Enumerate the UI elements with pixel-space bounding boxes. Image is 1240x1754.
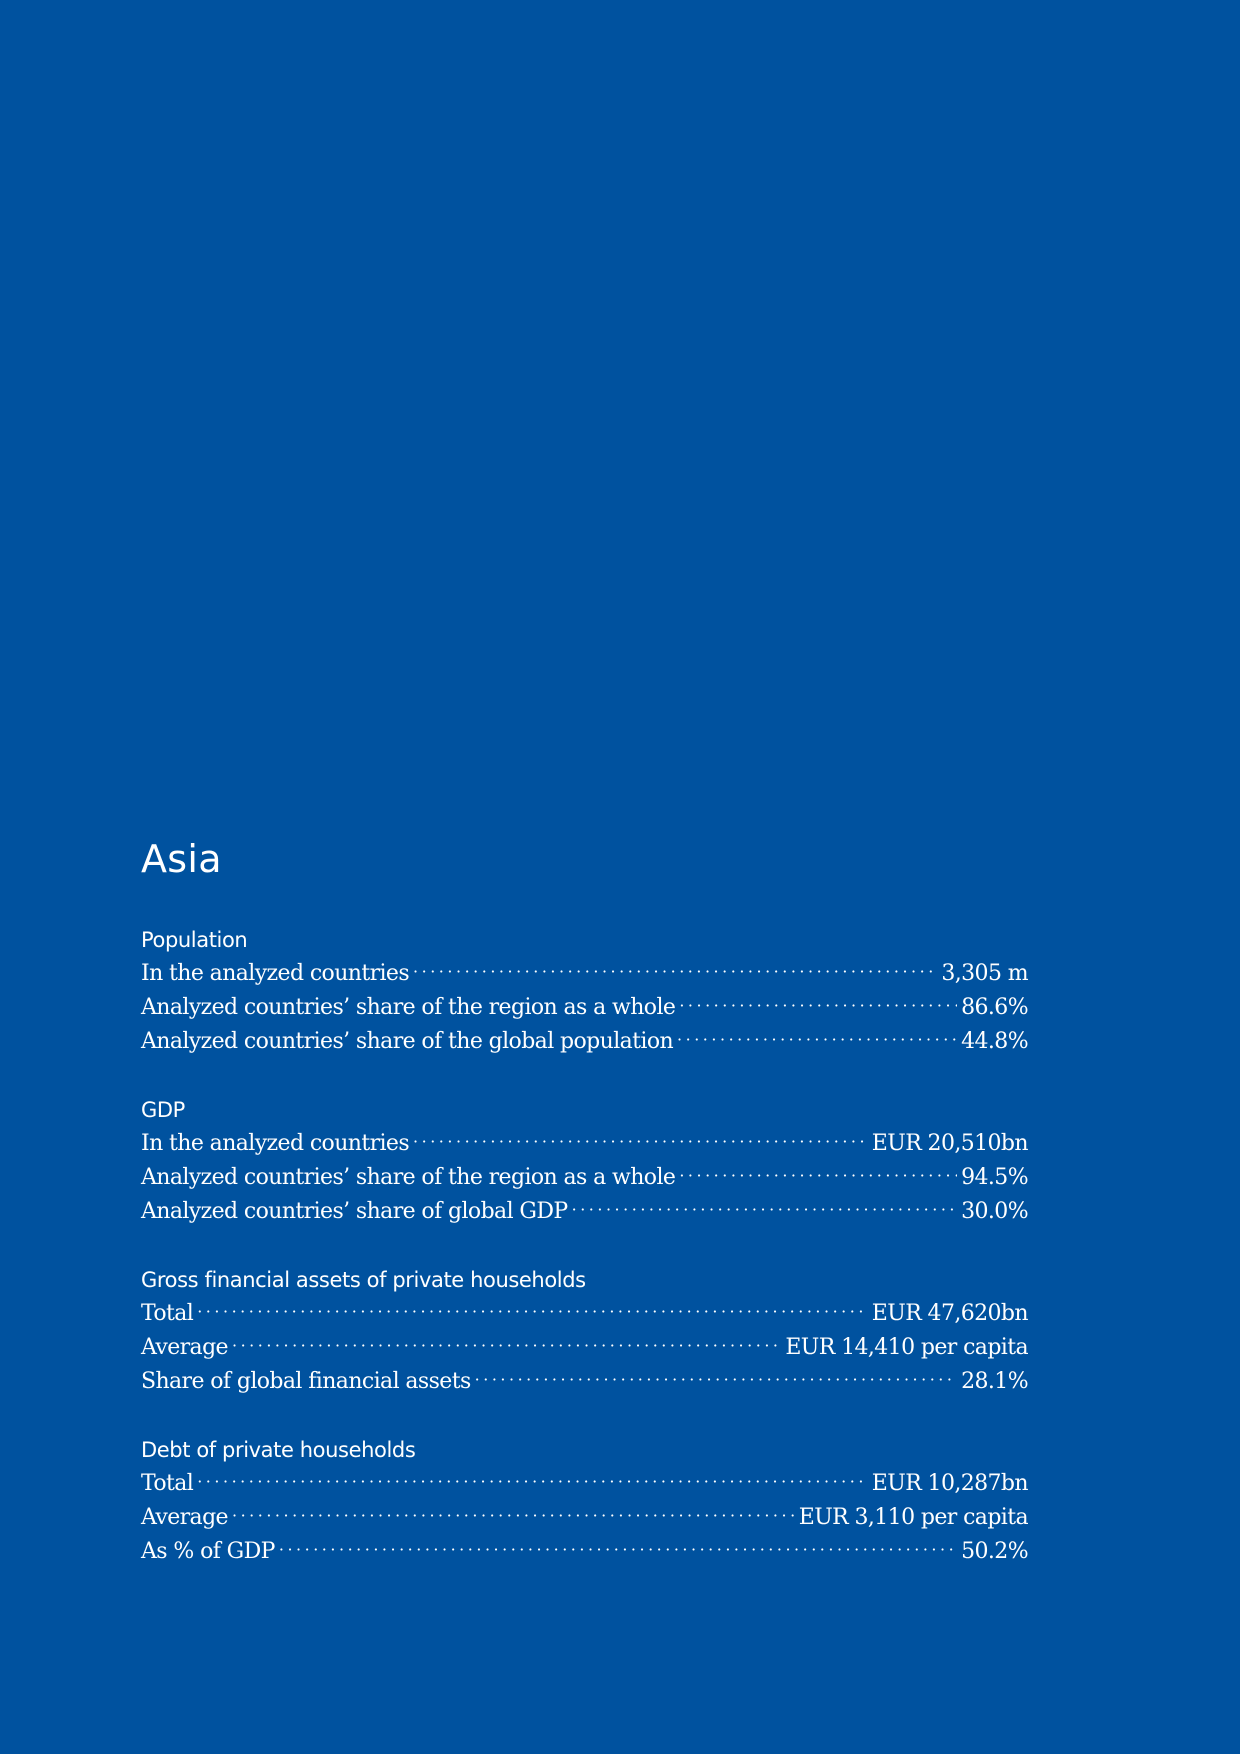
section-heading: Population bbox=[141, 928, 248, 952]
stat-value: EUR 47,620bn bbox=[871, 1301, 1028, 1326]
dot-leader bbox=[679, 1159, 957, 1193]
stat-value: EUR 3,110 per capita bbox=[798, 1505, 1028, 1530]
stat-row bbox=[141, 1195, 1028, 1229]
dot-leader bbox=[677, 1023, 957, 1057]
dot-leader bbox=[413, 1125, 868, 1159]
stat-value: EUR 20,510bn bbox=[871, 1131, 1028, 1156]
spacer bbox=[141, 1399, 1028, 1433]
stat-value: EUR 14,410 per capita bbox=[785, 1335, 1028, 1360]
stat-value: 30.0% bbox=[961, 1199, 1028, 1224]
dot-leader bbox=[572, 1193, 957, 1227]
dot-leader bbox=[679, 989, 957, 1023]
dot-leader bbox=[232, 1499, 795, 1533]
spacer bbox=[141, 1229, 1028, 1263]
stat-label: In the analyzed countries bbox=[141, 1131, 410, 1156]
stat-row bbox=[141, 1161, 1028, 1195]
stat-row bbox=[141, 1297, 1028, 1331]
region-factsheet bbox=[141, 833, 1028, 1569]
stat-label: Average bbox=[141, 1335, 228, 1360]
stat-value: 94.5% bbox=[961, 1165, 1028, 1190]
financial-assets-section bbox=[141, 1263, 1028, 1399]
population-section bbox=[141, 923, 1028, 1059]
stat-value: 86.6% bbox=[961, 995, 1028, 1020]
dot-leader bbox=[232, 1329, 781, 1363]
stat-label: Analyzed countries’ share of global GDP bbox=[141, 1199, 568, 1224]
stat-value: 28.1% bbox=[961, 1369, 1028, 1394]
stat-row bbox=[141, 1365, 1028, 1399]
dot-leader bbox=[197, 1465, 868, 1499]
spacer bbox=[141, 1059, 1028, 1093]
stat-value: 44.8% bbox=[961, 1029, 1028, 1054]
stat-label: Analyzed countries’ share of the region as a whole bbox=[141, 995, 676, 1020]
stat-row bbox=[141, 1501, 1028, 1535]
spacer bbox=[141, 885, 1028, 923]
stat-row bbox=[141, 1025, 1028, 1059]
stat-row bbox=[141, 1331, 1028, 1365]
stat-label: As % of GDP bbox=[141, 1539, 275, 1564]
stat-label: Share of global financial assets bbox=[141, 1369, 471, 1394]
stat-label: Total bbox=[141, 1471, 194, 1496]
gdp-section bbox=[141, 1093, 1028, 1229]
stat-value: 3,305 m bbox=[941, 961, 1028, 986]
region-title: Asia bbox=[141, 837, 222, 881]
stat-label: Average bbox=[141, 1505, 228, 1530]
stat-label: In the analyzed countries bbox=[141, 961, 410, 986]
stat-value: EUR 10,287bn bbox=[871, 1471, 1028, 1496]
dot-leader bbox=[475, 1363, 957, 1397]
stat-row bbox=[141, 1467, 1028, 1501]
stat-label: Total bbox=[141, 1301, 194, 1326]
stat-row bbox=[141, 1127, 1028, 1161]
section-heading: Debt of private households bbox=[141, 1438, 416, 1462]
stat-row bbox=[141, 1535, 1028, 1569]
dot-leader bbox=[279, 1533, 957, 1567]
stat-label: Analyzed countries’ share of the region as a whole bbox=[141, 1165, 676, 1190]
section-heading: Gross financial assets of private households bbox=[141, 1268, 586, 1292]
stat-row bbox=[141, 991, 1028, 1025]
stat-value: 50.2% bbox=[961, 1539, 1028, 1564]
dot-leader bbox=[197, 1295, 868, 1329]
dot-leader bbox=[413, 955, 937, 989]
section-heading: GDP bbox=[141, 1098, 185, 1122]
stat-label: Analyzed countries’ share of the global population bbox=[141, 1029, 674, 1054]
debt-section bbox=[141, 1433, 1028, 1569]
stat-row bbox=[141, 957, 1028, 991]
